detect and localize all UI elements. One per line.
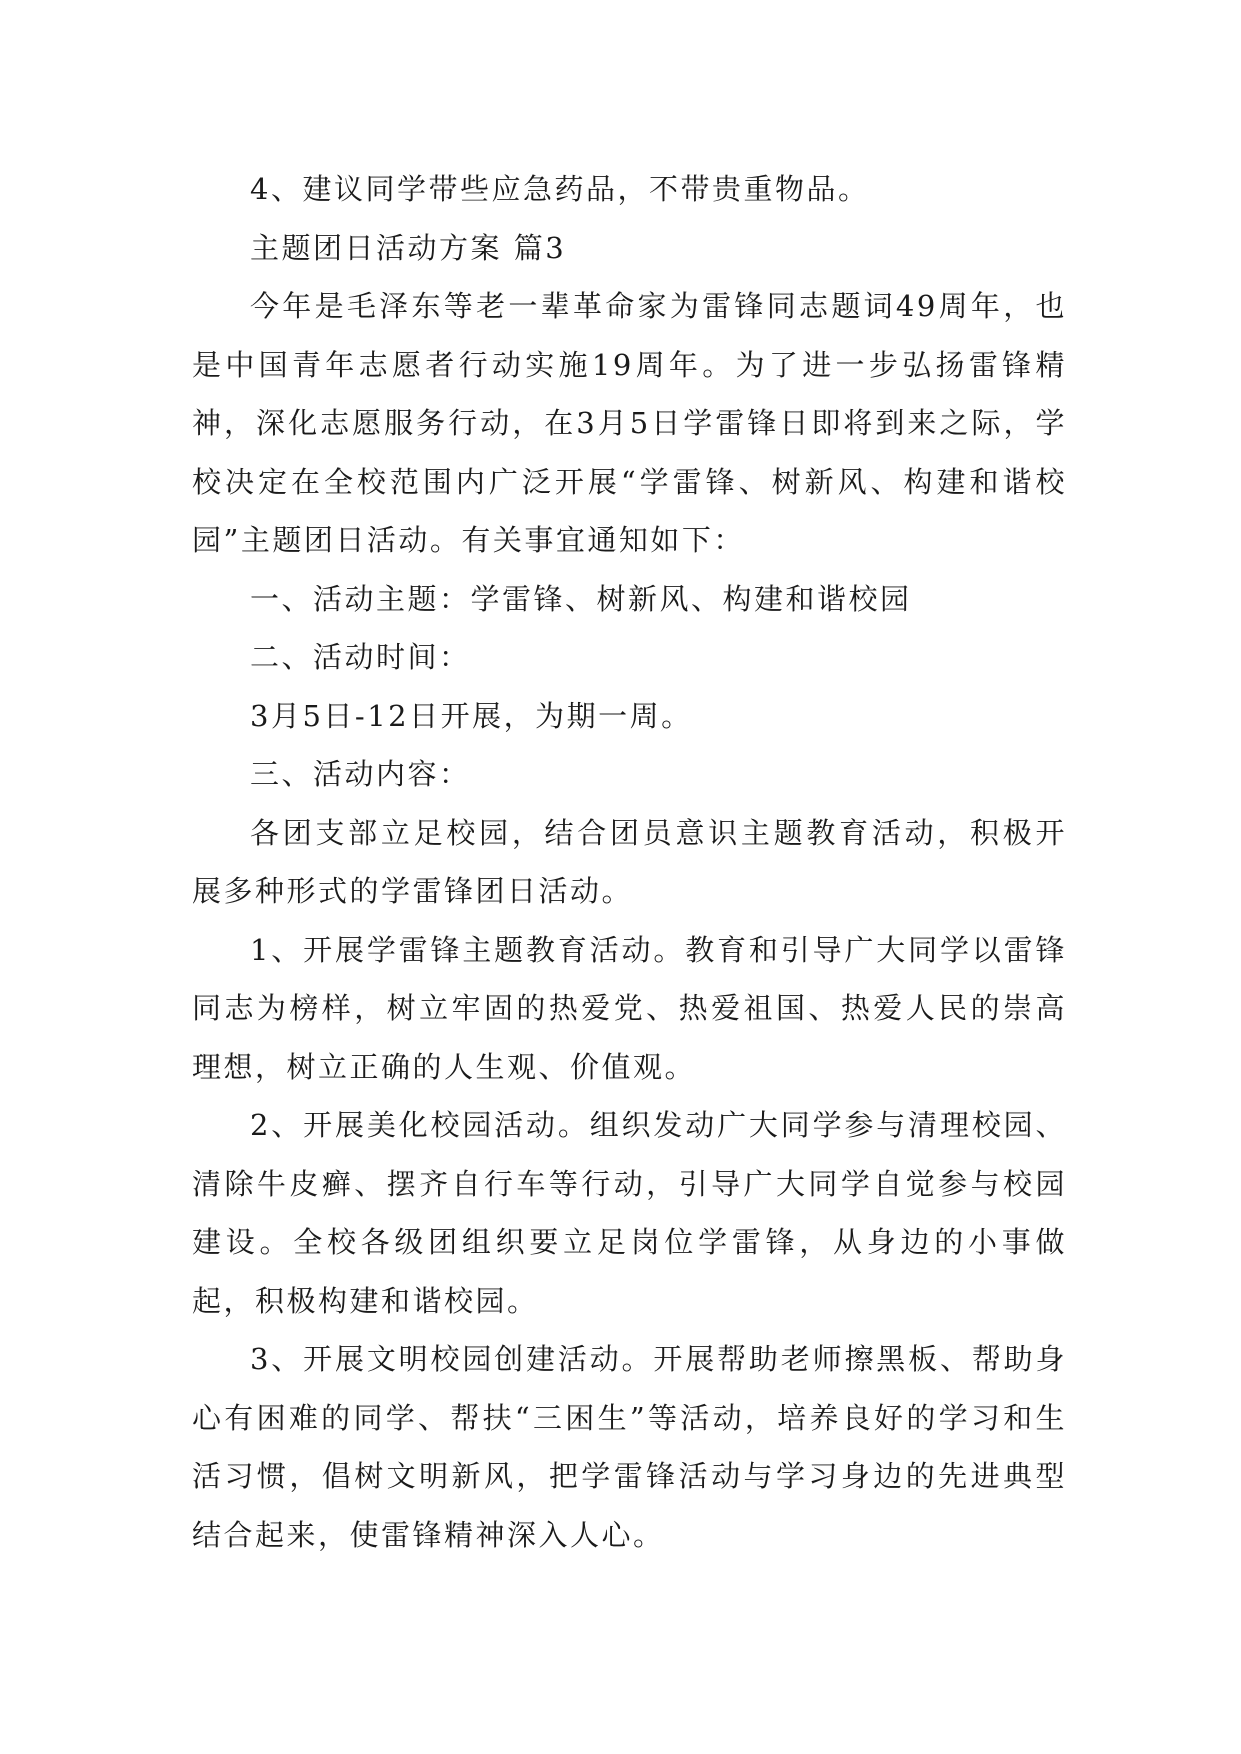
document-page — [192, 160, 1067, 1564]
content-item-3: 3、开展文明校园创建活动。开展帮助老师擦黑板、帮助身心有困难的同学、帮扶“三困生”等活动，培养良好的学习和生活习惯，倡树文明新风，把学雷锋活动与学习身边的先进典型结合起来，使雷锋精神深入人心。 — [192, 1342, 1067, 1552]
activity-time-heading: 二、活动时间： — [250, 640, 471, 674]
activity-theme: 一、活动主题：学雷锋、树新风、构建和谐校园 — [250, 581, 912, 616]
section-heading: 主题团日活动方案 篇3 — [250, 230, 567, 265]
content-item-1: 1、开展学雷锋主题教育活动。教育和引导广大同学以雷锋同志为榜样，树立牢固的热爱党、热爱祖国、热爱人民的崇高理想，树立正确的人生观、价值观。 — [192, 932, 1067, 1084]
activity-time-value: 3月5日-12日开展，为期一周。 — [250, 698, 693, 733]
content-item-2: 2、开展美化校园活动。组织发动广大同学参与清理校园、清除牛皮癣、摆齐自行车等行动，引导广大同学自觉参与校园建设。全校各级团组织要立足岗位学雷锋，从身边的小事做起，积极构建和谐校园。 — [192, 1108, 1067, 1318]
activity-content-heading: 三、活动内容： — [250, 757, 471, 791]
intro-paragraph: 今年是毛泽东等老一辈革命家为雷锋同志题词49周年，也是中国青年志愿者行动实施19周年。为了进一步弘扬雷锋精神，深化志愿服务行动，在3月5日学雷锋日即将到来之际，学校决定在全校范围内广泛开展“学雷锋、树新风、构建和谐校园”主题团日活动。有关事宜通知如下： — [192, 289, 1067, 557]
paragraph-item-4-tip: 4、建议同学带些应急药品，不带贵重物品。 — [250, 172, 870, 206]
activity-content-intro: 各团支部立足校园，结合团员意识主题教育活动，积极开展多种形式的学雷锋团日活动。 — [192, 815, 1067, 908]
